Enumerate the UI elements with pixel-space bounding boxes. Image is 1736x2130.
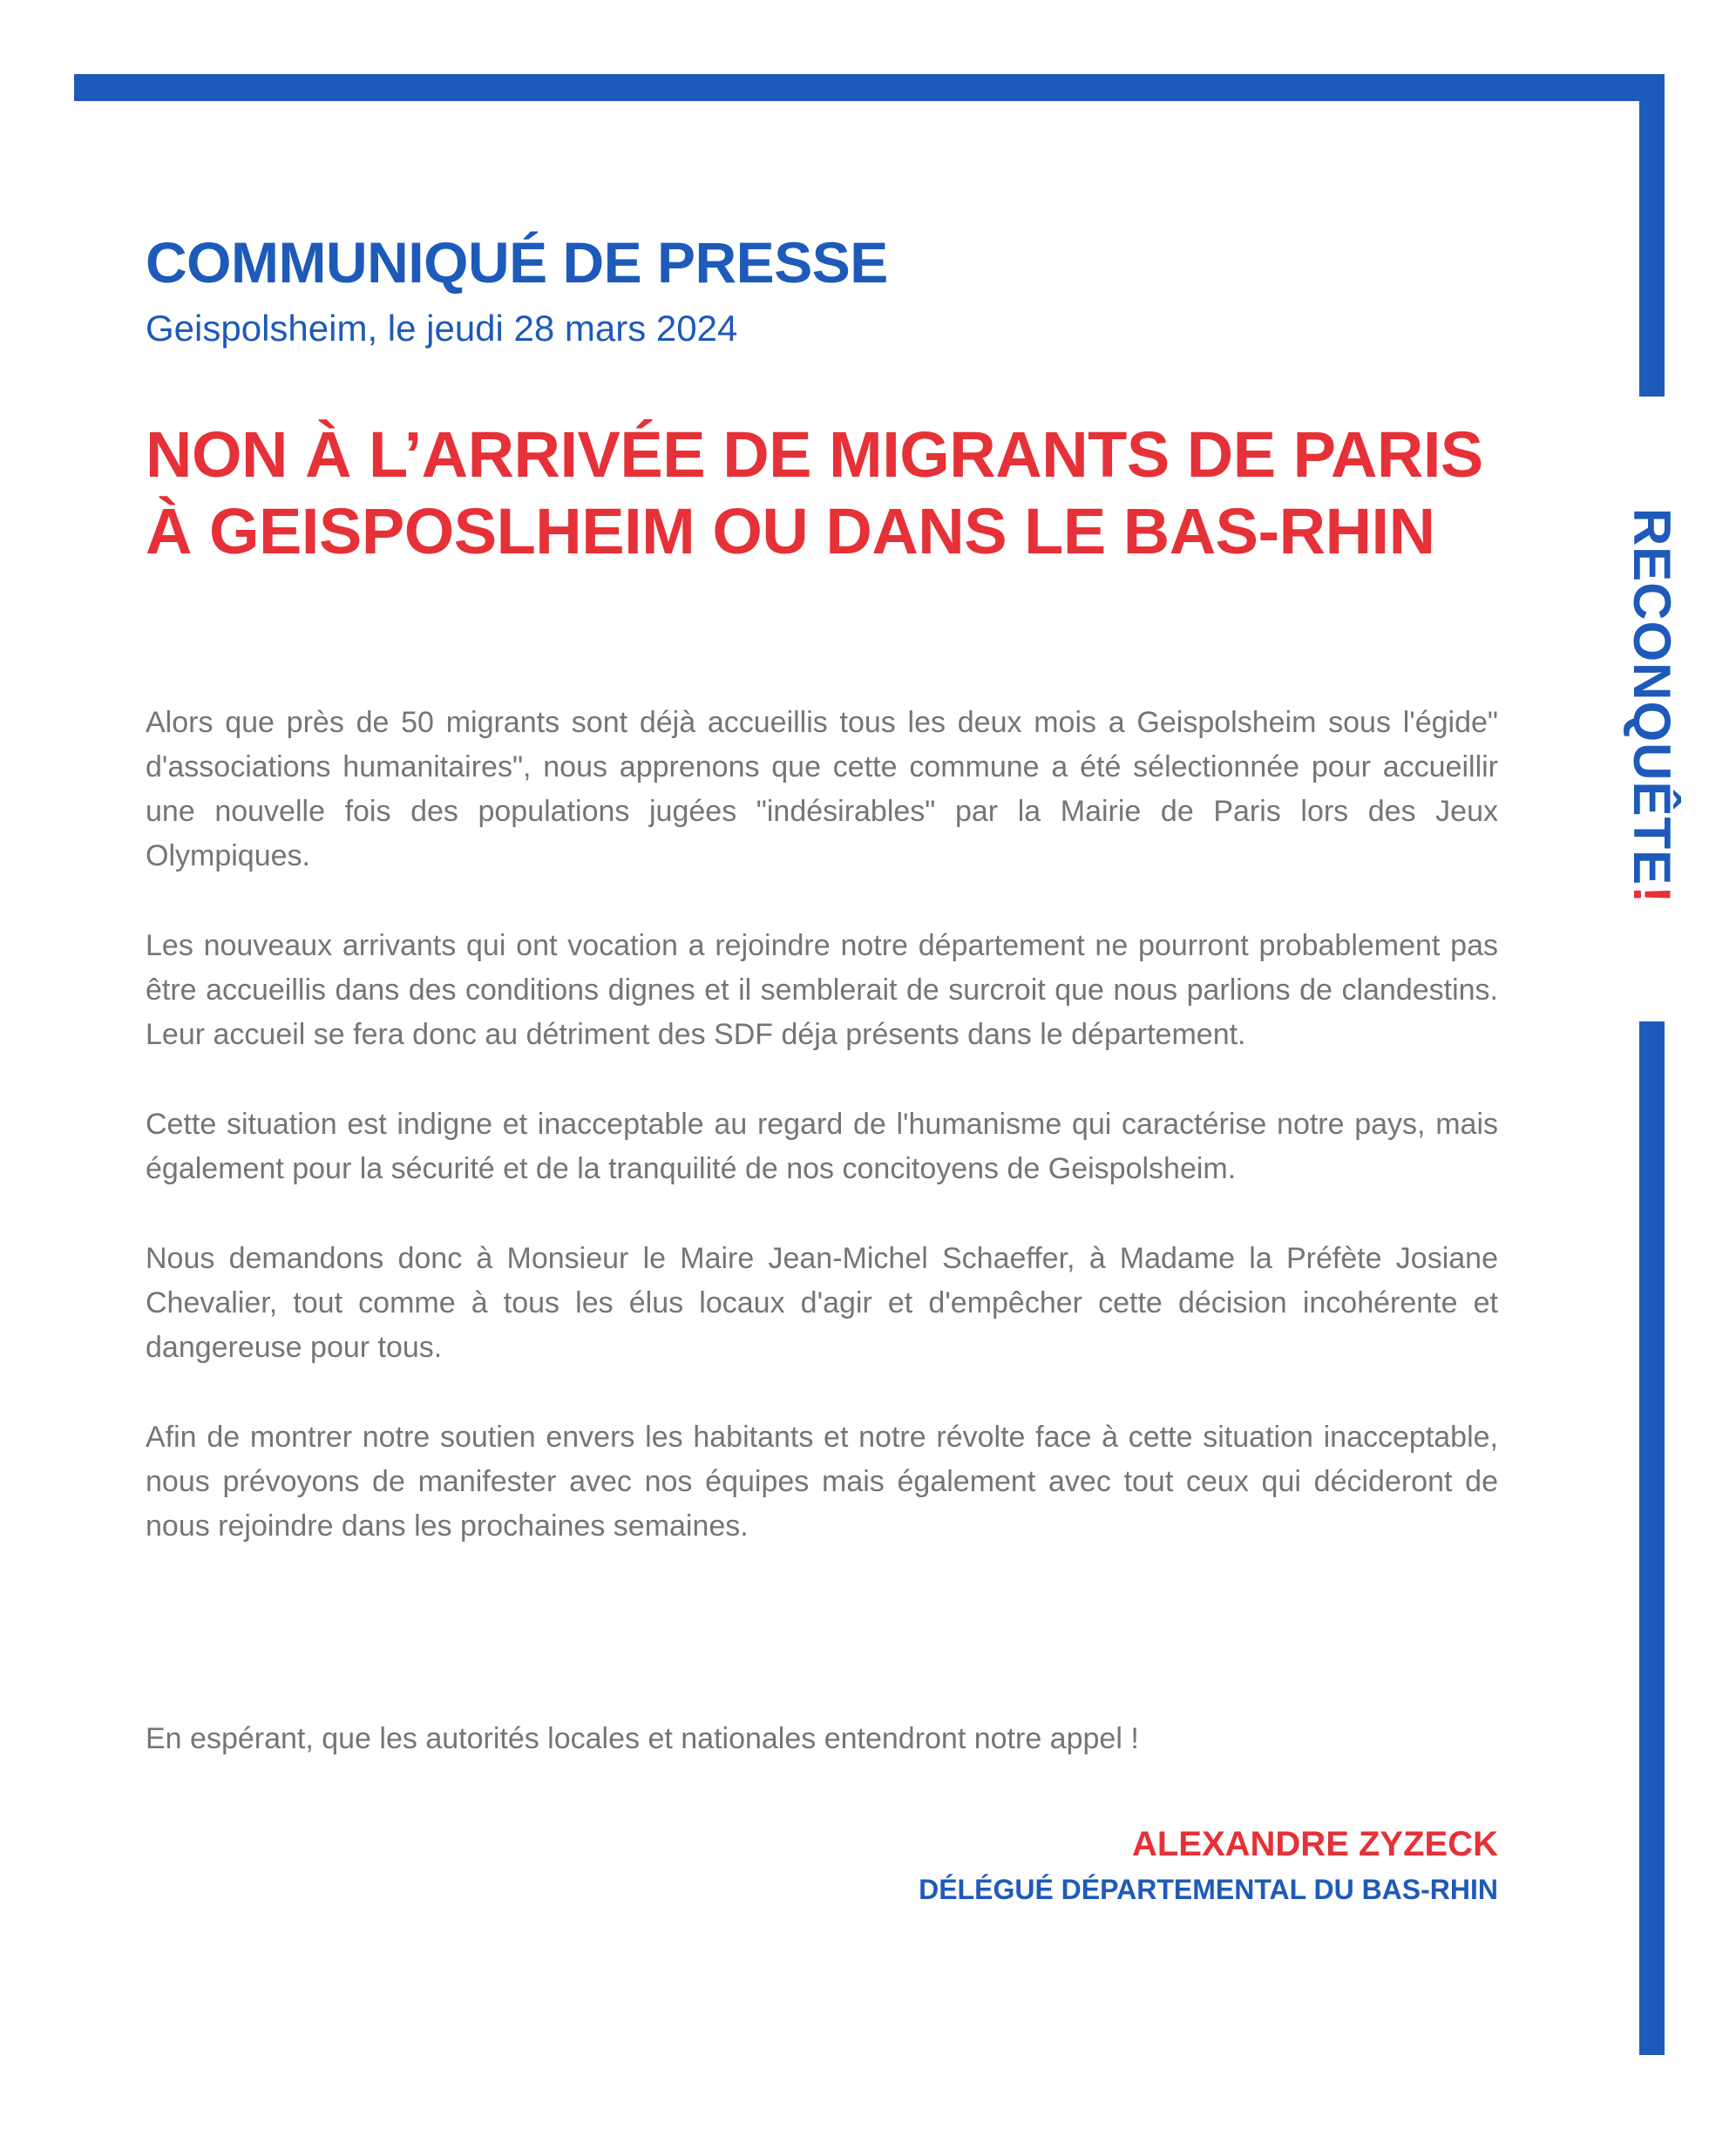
press-release-body — [146, 701, 1498, 1594]
press-release-headline: NON À L’ARRIVÉE DE MIGRANTS DE PARIS À GEISPOSLHEIM OU DANS LE BAS-RHIN — [146, 418, 1483, 567]
signature-role: DÉLÉGUÉ DÉPARTEMENTAL DU BAS-RHIN — [919, 1874, 1498, 1905]
document-type-heading: COMMUNIQUÉ DE PRESSE — [146, 230, 888, 295]
body-paragraph-4: Nous demandons donc à Monsieur le Maire Jean-Michel Schaeffer, à Madame la Préfète Josiane Chevalier, tout comme à tous les élus locaux d'agir et d'empêcher cette décision incohérente et dangereuse pour tous. — [146, 1242, 1498, 1364]
body-paragraph-3: Cette situation est indigne et inacceptable au regard de l'humanisme qui caractérise notre pays, mais également pour la sécurité et de la tranquilité de nos concitoyens de Geispolsheim. — [146, 1108, 1498, 1185]
brand-logo — [1623, 507, 1681, 905]
place-date-line: Geispolsheim, le jeudi 28 mars 2024 — [146, 308, 738, 349]
frame-right-bar-upper — [1639, 74, 1665, 397]
frame-right-bar-lower — [1639, 1021, 1665, 2055]
closing-line: En espérant, que les autorités locales et nationales entendront notre appel ! — [146, 1722, 1139, 1755]
frame-top-bar — [74, 74, 1665, 101]
signature-name: ALEXANDRE ZYZECK — [1131, 1825, 1498, 1863]
body-paragraph-1: Alors que près de 50 migrants sont déjà accueillis tous les deux mois a Geispolsheim sous l'égide" d'associations humanitaires", nous apprenons que cette commune a été sélectionnée pour accueillir une nouvelle fois des populations jugées "indésirables" par la Mairie de Paris lors des Jeux Olympiques. — [146, 706, 1498, 872]
brand-logo-mark: ! — [1623, 885, 1681, 905]
brand-logo-text: RECONQUÊTE — [1623, 507, 1681, 886]
body-paragraph-5: Afin de montrer notre soutien envers les habitants et notre révolte face à cette situation inacceptable, nous prévoyons de manifester avec nos équipes mais également avec tout ceux qui décideront de nous rejoindre dans les prochaines semaines. — [146, 1421, 1498, 1543]
body-paragraph-2: Les nouveaux arrivants qui ont vocation a rejoindre notre département ne pourront probablement pas être accueillis dans des conditions dignes et il semblerait de surcroit que nous parlions de clandestins. Leur accueil se fera donc au détriment des SDF déja présents dans le département. — [146, 929, 1498, 1051]
